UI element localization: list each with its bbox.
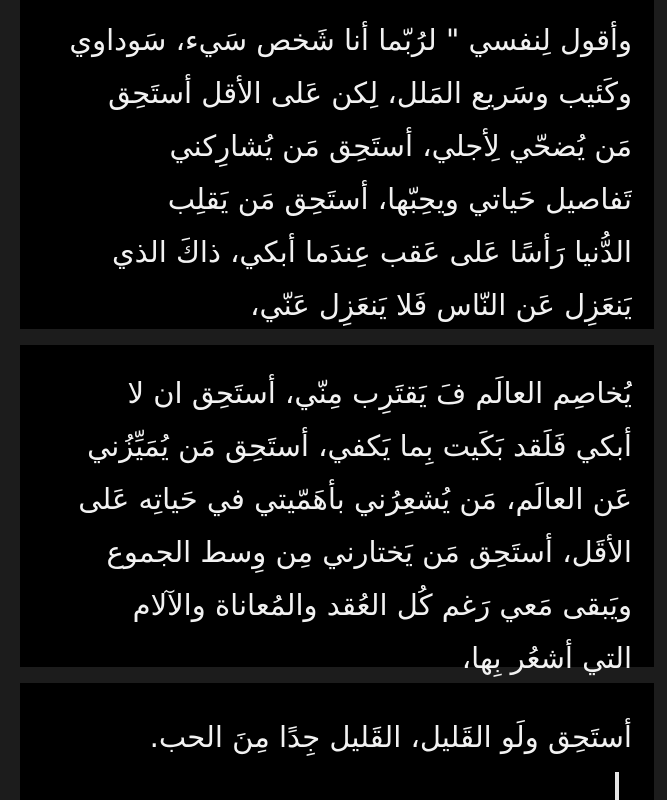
text-line: الدُّنيا رَأسًا عَلى عَقب عِندَما أبكي، ذاكَ الذي — [111, 235, 632, 269]
text-line: يُخاصِم العالَم فَ يَقتَرِب مِنّي، أستَحِق ان لا — [127, 376, 632, 410]
text-line: أستَحِق ولَو القَليل، القَليل جِدًا مِنَ الحب. — [149, 720, 632, 754]
text-line: يَنعَزِل عَن النّاس فَلا يَنعَزِل عَنّي، — [250, 288, 632, 322]
text-cursor — [615, 772, 619, 800]
text-line: تَفاصيل حَياتي ويحِبّها، أستَحِق مَن يَقلِب — [167, 182, 632, 216]
text-line: ويَبقى مَعي رَغم كُل العُقد والمُعاناة والآلام — [132, 588, 632, 622]
text-card — [20, 345, 654, 675]
text-line: التي أشعُر بِها، — [461, 641, 632, 675]
text-line: وكَئيب وسَريع المَلل، لِكن عَلى الأقل أستَحِق — [108, 76, 632, 110]
text-line: عَن العالَم، مَن يُشعِرُني بأهَمّيتي في حَياتِه عَلى — [78, 482, 632, 516]
text-line: وأقول لِنفسي " لرُبّما أنا شَخص سَيء، سَوداوي — [69, 23, 632, 57]
text-line: مَن يُضحّي لِأجلي، أستَحِق مَن يُشارِكني — [169, 129, 632, 163]
text-card — [20, 0, 654, 329]
text-line: الأقَل، أستَحِق مَن يَختارني مِن وِسط الجموع — [106, 535, 632, 569]
text-card[interactable] — [20, 683, 654, 800]
text-line: أبكي فَلَقد بَكَيت بِما يَكفي، أستَحِق مَن يُمَيِّزُني — [87, 429, 632, 463]
